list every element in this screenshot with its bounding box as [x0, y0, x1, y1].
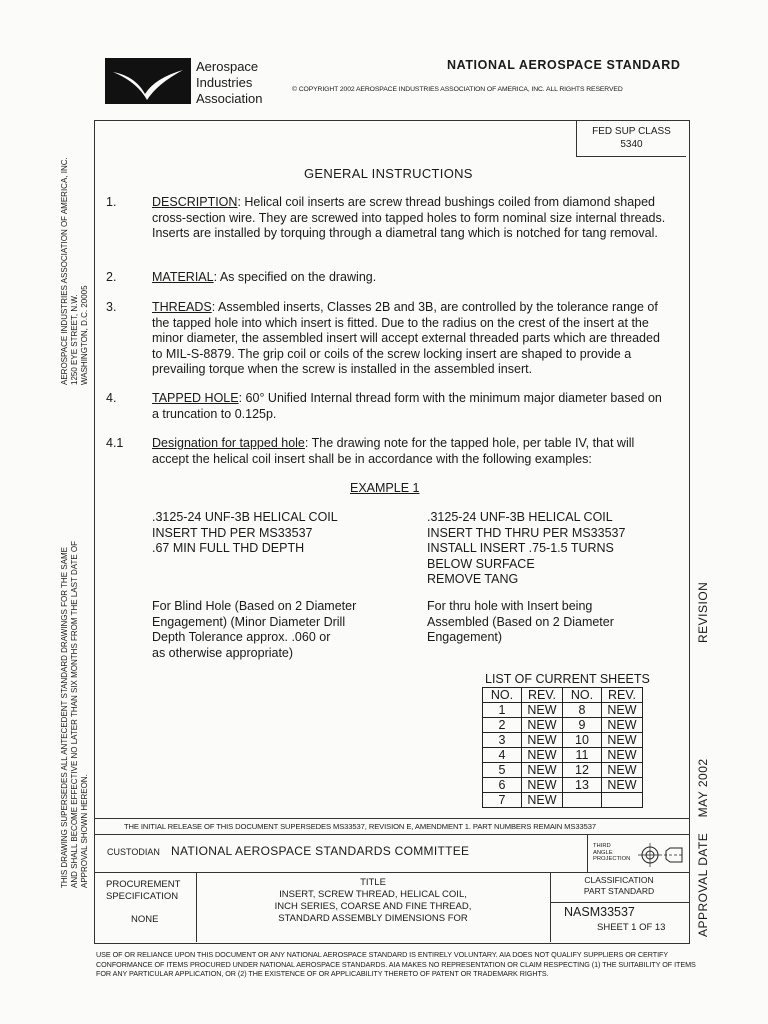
item-threads — [152, 300, 666, 378]
table-header: REV. — [522, 688, 563, 703]
note-line: as otherwise appropriate) — [152, 645, 294, 660]
item-body: : 60° Unified Internal thread form with the minimum major diameter based on a truncation to 0.125p. — [152, 391, 662, 421]
table-row — [483, 778, 643, 793]
table-cell: NEW — [602, 733, 643, 748]
aia-logo — [105, 58, 191, 104]
table-cell: 6 — [483, 778, 522, 793]
table-cell: NEW — [522, 703, 563, 718]
table-cell: NEW — [522, 718, 563, 733]
item-designation — [152, 436, 666, 467]
table-header-row — [483, 688, 643, 703]
example-left — [152, 510, 338, 557]
org-name — [196, 59, 262, 107]
side-address — [60, 157, 90, 385]
item-body: : Assembled inserts, Classes 2B and 3B, are controlled by the tolerance range of the tapped hole into which insert is fitted. Due to the radius on the crest of the insert at the minor diameter, the assembled insert will accept external threaded parts which are threaded to MIL-S-8879. The grip coil or coils of the screw locking insert are shaped to provide a prevailing torque when the screw is installed in the assembled insert. — [152, 300, 660, 376]
item-number: 1. — [106, 195, 117, 209]
table-cell: NEW — [602, 703, 643, 718]
item-label: Designation for tapped hole — [152, 436, 305, 450]
projection-line: PROJECTION — [593, 856, 631, 862]
table-cell: NEW — [522, 733, 563, 748]
procurement-line: SPECIFICATION — [106, 891, 179, 902]
table-header: NO. — [483, 688, 522, 703]
sheets-table — [482, 687, 643, 808]
address-line: WASHINGTON, D.C. 20005 — [80, 285, 89, 385]
aia-logo-mark — [105, 58, 191, 104]
item-description — [152, 195, 666, 242]
table-row — [483, 703, 643, 718]
third-angle-projection-icon — [636, 842, 684, 868]
titleblock-divider — [550, 902, 689, 903]
title-label: TITLE — [360, 877, 386, 888]
sheet-number: SHEET 1 OF 13 — [597, 922, 666, 933]
note-line: Engagement) (Minor Diameter Drill — [152, 614, 346, 629]
org-line-3: Association — [196, 91, 263, 106]
example-line: INSTALL INSERT .75-1.5 TURNS — [427, 541, 614, 555]
note-thru-hole — [427, 599, 614, 646]
note-line: For thru hole with Insert being — [427, 599, 593, 613]
title-line: INSERT, SCREW THREAD, HELICAL COIL, — [279, 889, 467, 900]
org-line-1: Aerospace — [196, 59, 259, 74]
table-cell: 1 — [483, 703, 522, 718]
projection-line: THIRD — [593, 843, 611, 849]
table-cell: NEW — [602, 778, 643, 793]
table-cell: NEW — [522, 763, 563, 778]
item-label: THREADS — [152, 300, 212, 314]
table-cell: 9 — [563, 718, 602, 733]
projection-line: ANGLE — [593, 849, 613, 856]
title-line: STANDARD ASSEMBLY DIMENSIONS FOR — [278, 913, 468, 924]
example-right — [427, 510, 625, 588]
address-line: AEROSPACE INDUSTRIES ASSOCIATION OF AMERICA, INC. — [60, 157, 69, 385]
org-line-2: Industries — [196, 75, 253, 90]
table-cell: 5 — [483, 763, 522, 778]
table-cell — [602, 793, 643, 808]
fed-sup-label: FED SUP CLASS — [592, 126, 671, 137]
document-number: NASM33537 — [564, 905, 635, 919]
fed-sup-class-box — [576, 121, 686, 157]
classification-label: CLASSIFICATION — [584, 875, 654, 885]
table-cell: NEW — [522, 748, 563, 763]
sheets-title: LIST OF CURRENT SHEETS — [485, 672, 650, 686]
note-line: Engagement) — [427, 630, 503, 644]
table-cell: 8 — [563, 703, 602, 718]
item-number: 4. — [106, 391, 117, 405]
item-number: 4.1 — [106, 436, 124, 450]
item-number: 3. — [106, 300, 117, 314]
title-block — [196, 877, 550, 925]
table-cell: NEW — [602, 748, 643, 763]
address-line: 1250 EYE STREET, N.W. — [70, 294, 79, 385]
note-line: Assembled (Based on 2 Diameter — [427, 614, 614, 629]
procurement-line: PROCUREMENT — [106, 879, 181, 890]
title-line: INCH SERIES, COARSE AND FINE THREAD, — [274, 901, 472, 912]
titleblock-divider — [94, 834, 689, 835]
table-row — [483, 763, 643, 778]
copyright-notice: © COPYRIGHT 2002 AEROSPACE INDUSTRIES ASSOCIATION OF AMERICA, INC. ALL RIGHTS RESERVED — [292, 86, 623, 93]
item-number: 2. — [106, 270, 117, 284]
item-body: : Helical coil inserts are screw thread bushings coiled from diamond shaped cross-section wire. They are screwed into tapped holes to form nominal size internal threads. Inserts are installed by torquing through a diametral tang which is notched for tang removal. — [152, 195, 666, 240]
table-row — [483, 793, 643, 808]
supersedes-note: THE INITIAL RELEASE OF THIS DOCUMENT SUPERSEDES MS33537, REVISION E, AMENDMENT 1. PART NUMBERS REMAIN MS33537 — [124, 822, 596, 831]
table-cell — [563, 793, 602, 808]
table-header: REV. — [602, 688, 643, 703]
procurement-label — [106, 879, 180, 903]
example-line: .3125-24 UNF-3B HELICAL COIL — [152, 510, 338, 524]
section-heading: GENERAL INSTRUCTIONS — [304, 166, 473, 181]
table-cell: NEW — [602, 763, 643, 778]
item-body: : The drawing note for the tapped hole, per table IV, that will accept the helical coil insert shall be in accordance with the following examples: — [152, 436, 635, 466]
projection-label — [593, 843, 630, 863]
standard-title: NATIONAL AEROSPACE STANDARD — [447, 58, 681, 72]
example-line: INSERT THD PER MS33537 — [152, 525, 313, 540]
table-cell: 10 — [563, 733, 602, 748]
table-row — [483, 718, 643, 733]
side-supersede-note — [60, 541, 90, 888]
note-line: Depth Tolerance approx. .060 or — [152, 630, 331, 644]
item-tapped-hole — [152, 391, 666, 422]
titleblock-divider — [587, 834, 588, 872]
custodian-value: NATIONAL AEROSPACE STANDARDS COMMITTEE — [171, 844, 470, 858]
note-line: For Blind Hole (Based on 2 Diameter — [152, 599, 357, 613]
example-line: .67 MIN FULL THD DEPTH — [152, 541, 305, 555]
item-label: MATERIAL — [152, 270, 214, 284]
table-cell: 7 — [483, 793, 522, 808]
supersede-line: AND SHALL BECOME EFFECTIVE NO LATER THAN SIX MONTHS FROM THE LAST DATE OF — [70, 540, 79, 888]
classification-block — [550, 875, 688, 897]
disclaimer: USE OF OR RELIANCE UPON THIS DOCUMENT OR ANY NATIONAL AEROSPACE STANDARD IS ENTIRELY VOLUNTARY. AIA DOES NOT QUALIFY SUPPLIERS OR CERTIFY CONFORMANCE OF ITEMS PROCURED UNDER NATIONAL AEROSPACE STANDARDS. AIA MAKES NO REPRESENTATION OR CLAIM RESPECTING (1) THE SUITABILITY OF ITEMS FOR ANY PARTICULAR APPLICATION, OR (2) THE EXISTENCE OF OR APPLICABILITY THERETO OF PATENT OR TRADEMARK RIGHTS. — [96, 950, 696, 978]
revision-label: REVISION — [696, 581, 710, 643]
table-cell: 4 — [483, 748, 522, 763]
table-cell: NEW — [602, 718, 643, 733]
titleblock-divider — [94, 818, 689, 819]
item-body: : As specified on the drawing. — [213, 270, 377, 284]
table-cell: NEW — [522, 793, 563, 808]
table-cell: 13 — [563, 778, 602, 793]
table-cell: 2 — [483, 718, 522, 733]
example-line: INSERT THD THRU PER MS33537 — [427, 525, 626, 540]
approval-date: APPROVAL DATE MAY 2002 — [696, 758, 710, 937]
table-row — [483, 748, 643, 763]
supersede-line: APPROVAL SHOWN HEREON. — [80, 774, 89, 888]
item-material — [152, 270, 666, 286]
table-row — [483, 733, 643, 748]
table-cell: 3 — [483, 733, 522, 748]
example-line: .3125-24 UNF-3B HELICAL COIL — [427, 510, 613, 524]
table-cell: NEW — [522, 778, 563, 793]
titleblock-divider — [94, 872, 689, 873]
example-line: REMOVE TANG — [427, 572, 519, 586]
table-header: NO. — [563, 688, 602, 703]
example-line: BELOW SURFACE — [427, 556, 535, 571]
procurement-value: NONE — [131, 914, 159, 925]
fed-sup-value: 5340 — [620, 139, 643, 150]
supersede-line: THIS DRAWING SUPERSEDES ALL ANTECEDENT STANDARD DRAWINGS FOR THE SAME — [60, 547, 69, 888]
custodian-label: CUSTODIAN — [107, 847, 160, 857]
table-cell: 11 — [563, 748, 602, 763]
classification-value: PART STANDARD — [583, 886, 655, 896]
item-label: TAPPED HOLE — [152, 391, 239, 405]
item-label: DESCRIPTION — [152, 195, 238, 209]
example-title: EXAMPLE 1 — [350, 481, 420, 495]
table-cell: 12 — [563, 763, 602, 778]
note-blind-hole — [152, 599, 356, 661]
